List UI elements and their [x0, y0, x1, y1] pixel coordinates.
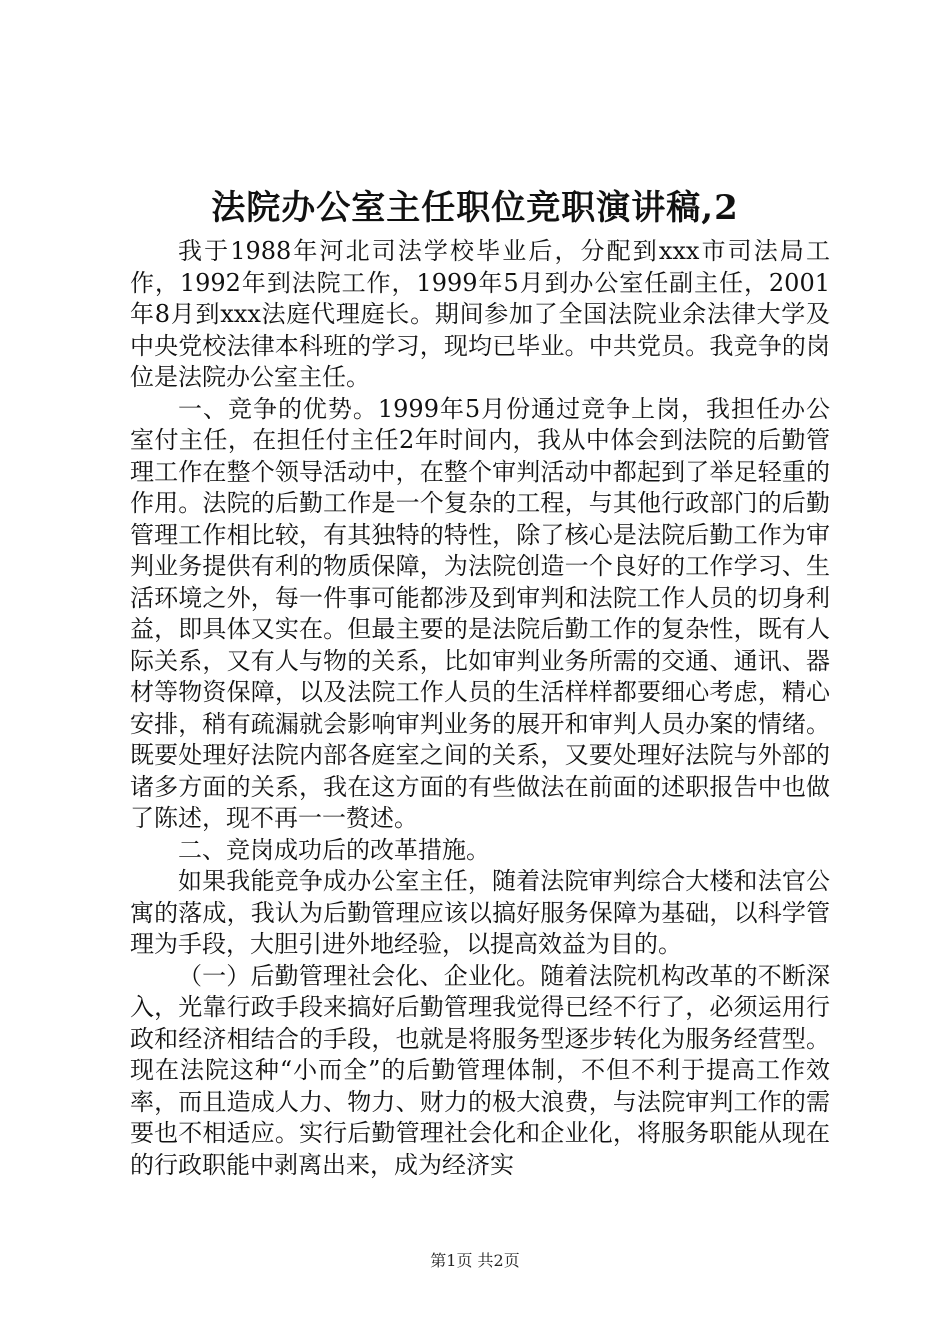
paragraph-4: 如果我能竞争成办公室主任，随着法院审判综合大楼和法官公寓的落成，我认为后勤管理应该以搞好服务保障为基础，以科学管理为手段，大胆引进外地经验，以提高效益为目的。 — [130, 867, 830, 958]
document-body — [130, 236, 830, 1181]
document-title: 法院办公室主任职位竞职演讲稿,2 — [211, 188, 739, 228]
paragraph-3: 二、竞岗成功后的改革措施。 — [178, 835, 490, 864]
paragraph-2: 一、竞争的优势。1999年5月份通过竞争上岗，我担任办公室付主任，在担任付主任2年时间内，我从中体会到法院的后勤管理工作在整个领导活动中，在整个审判活动中都起到了举足轻重的作用。法院的后勤工作是一个复杂的工程，与其他行政部门的后勤管理工作相比较，有其独特的特性，除了核心是法院后勤工作为审判业务提供有利的物质保障，为法院创造一个良好的工作学习、生活环境之外，每一件事可能都涉及到审判和法院工作人员的切身利益，即具体又实在。但最主要的是法院后勤工作的复杂性，既有人际关系，又有人与物的关系，比如审判业务所需的交通、通讯、器材等物资保障，以及法院工作人员的生活样样都要细心考虑，精心安排，稍有疏漏就会影响审判业务的展开和审判人员办案的情绪。既要处理好法院内部各庭室之间的关系，又要处理好法院与外部的诸多方面的关系，我在这方面的有些做法在前面的述职报告中也做了陈述，现不再一一赘述。 — [130, 394, 830, 832]
page-footer: 第1页 共2页 — [430, 1251, 520, 1270]
paragraph-5: （一）后勤管理社会化、企业化。随着法院机构改革的不断深入，光靠行政手段来搞好后勤管理我觉得已经不行了，必须运用行政和经济相结合的手段，也就是将服务型逐步转化为服务经营型。现在法院这种“小而全”的后勤管理体制，不但不利于提高工作效率，而且造成人力、物力、财力的极大浪费，与法院审判工作的需要也不相适应。实行后勤管理社会化和企业化，将服务职能从现在的行政职能中剥离出来，成为经济实 — [130, 961, 830, 1179]
paragraph-1: 我于1988年河北司法学校毕业后，分配到xxx市司法局工作，1992年到法院工作，1999年5月到办公室任副主任，2001年8月到xxx法庭代理庭长。期间参加了全国法院业余法律大学及中央党校法律本科班的学习，现均已毕业。中共党员。我竞争的岗位是法院办公室主任。 — [130, 237, 830, 391]
